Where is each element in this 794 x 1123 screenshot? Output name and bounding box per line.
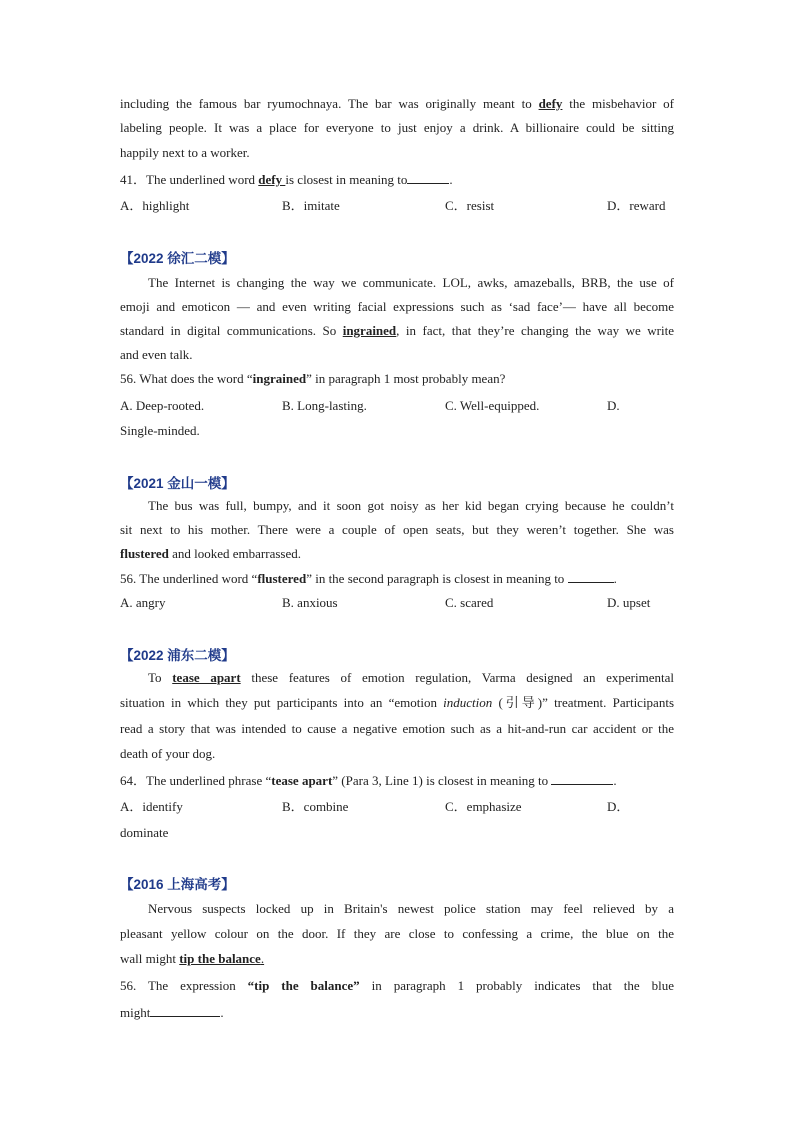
answer-blank bbox=[551, 772, 613, 785]
option-c: C. Well-equipped. bbox=[445, 398, 540, 413]
option-d: D. bbox=[607, 398, 620, 413]
keyword-defy: defy bbox=[538, 96, 563, 111]
option-c: C．emphasize bbox=[445, 799, 522, 814]
option-d-wrap: Single-minded. bbox=[120, 423, 200, 438]
passage-4-line-1: To tease apart these features of emotion regulation, Varma designed an experimental bbox=[148, 670, 674, 685]
answer-blank bbox=[407, 171, 449, 184]
keyword-flustered: flustered bbox=[120, 546, 169, 561]
passage-1-line-2: labeling people. It was a place for everyone to just enjoy a drink. A billionaire could be sitting bbox=[120, 120, 674, 135]
option-a: A. Deep-rooted. bbox=[120, 398, 205, 413]
option-d: D. upset bbox=[607, 595, 651, 610]
section-header-2016-shanghai: 【2016 上海高考】 bbox=[120, 877, 235, 892]
option-a: A. angry bbox=[120, 595, 166, 610]
passage-3-line-1: The bus was full, bumpy, and it soon got noisy as her kid began crying because he couldn’t bbox=[148, 498, 674, 513]
passage-2-line-4: and even talk. bbox=[120, 347, 193, 362]
section-header-2021-jinshan: 【2021 金山一模】 bbox=[120, 476, 235, 491]
option-a: A．identify bbox=[120, 799, 183, 814]
question-41: 41．The underlined word defy is closest in meaning to . bbox=[120, 172, 453, 187]
question-56-shanghai: 56. The expression “tip the balance” in paragraph 1 probably indicates that the blue bbox=[120, 978, 674, 993]
passage-2-line-1: The Internet is changing the way we communicate. LOL, awks, amazeballs, BRB, the use of bbox=[148, 275, 674, 290]
passage-4-line-2: situation in which they put participants into an “emotion induction (引导)” treatment. Participants bbox=[120, 695, 675, 710]
keyword-tease-apart: tease apart bbox=[172, 670, 241, 685]
question-56-jinshan: 56. The underlined word “flustered” in the second paragraph is closest in meaning to . bbox=[120, 571, 617, 586]
passage-3-line-2: sit next to his mother. There were a couple of open seats, but they weren’t together. She was bbox=[120, 522, 674, 537]
passage-3-line-3: flustered and looked embarrassed. bbox=[120, 546, 301, 561]
passage-5-line-2: pleasant yellow colour on the door. If they are close to confessing a crime, the blue on the bbox=[120, 926, 674, 941]
passage-2-line-2: emoji and emoticon — and even writing facial expressions such as ‘sad face’— have all become bbox=[120, 299, 674, 314]
section-header-2022-pudong: 【2022 浦东二模】 bbox=[120, 648, 235, 663]
passage-1-line-3: happily next to a worker. bbox=[120, 145, 250, 160]
keyword-ingrained: ingrained bbox=[342, 323, 397, 338]
option-c: C．resist bbox=[445, 198, 495, 213]
passage-1-line-1: including the famous bar ryumochnaya. The bar was originally meant to defy the misbehavior of bbox=[120, 96, 674, 111]
question-56-shanghai-line-2: might . bbox=[120, 1005, 224, 1020]
option-d: D． bbox=[607, 799, 630, 814]
question-64: 64．The underlined phrase “tease apart” (Para 3, Line 1) is closest in meaning to . bbox=[120, 773, 617, 788]
question-56-xuhui: 56. What does the word “ingrained” in paragraph 1 most probably mean? bbox=[120, 371, 506, 386]
option-c: C. scared bbox=[445, 595, 494, 610]
keyword-tip-the-balance: tip the balance bbox=[179, 951, 261, 966]
option-b: B. Long-lasting. bbox=[282, 398, 367, 413]
answer-blank bbox=[568, 570, 614, 583]
answer-blank bbox=[150, 1004, 220, 1017]
option-b: B．combine bbox=[282, 799, 349, 814]
option-d: D．reward bbox=[607, 198, 666, 213]
option-b: B. anxious bbox=[282, 595, 338, 610]
option-a: A．highlight bbox=[120, 198, 190, 213]
option-d-wrap: dominate bbox=[120, 825, 169, 840]
passage-4-line-4: death of your dog. bbox=[120, 746, 216, 761]
passage-4-line-3: read a story that was intended to cause a negative emotion such as a hit-and-run car accident or the bbox=[120, 721, 674, 736]
section-header-2022-xuhui: 【2022 徐汇二模】 bbox=[120, 251, 235, 266]
passage-5-line-1: Nervous suspects locked up in Britain's newest police station may feel relieved by a bbox=[148, 901, 674, 916]
passage-2-line-3: standard in digital communications. So ingrained, in fact, that they’re changing the way we write bbox=[120, 323, 674, 338]
passage-5-line-3: wall might tip the balance. bbox=[120, 951, 265, 966]
option-b: B．imitate bbox=[282, 198, 340, 213]
